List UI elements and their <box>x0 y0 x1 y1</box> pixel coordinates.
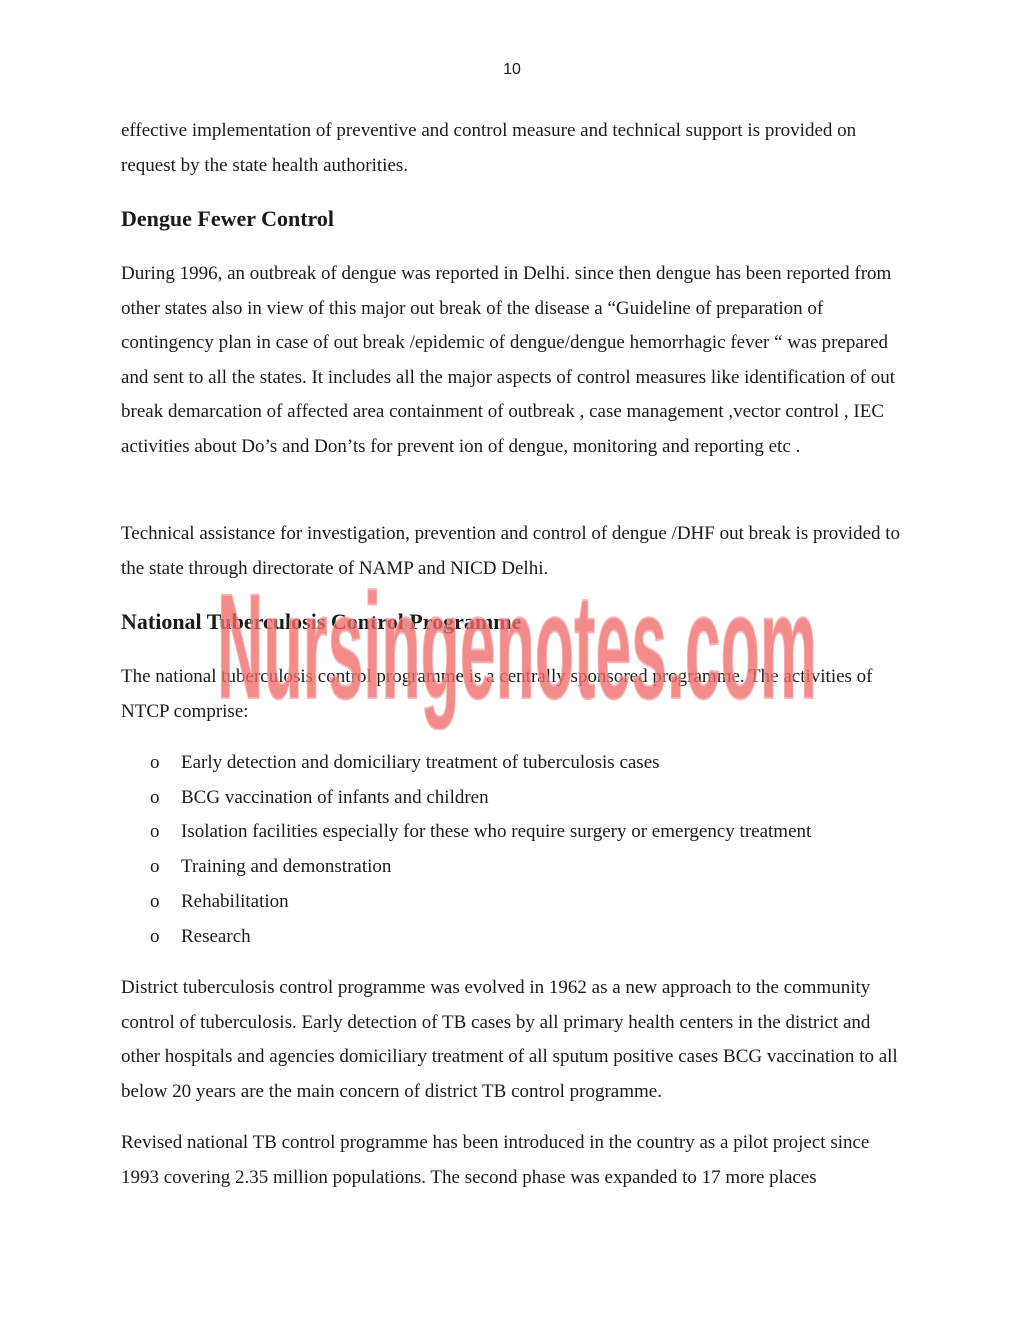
list-item <box>121 920 811 955</box>
dengue-assistance-paragraph: Technical assistance for investigation, prevention and control of dengue /DHF out break is provided to the state through directorate of NAMP and NICD Delhi. <box>121 523 901 579</box>
list-item-text: Early detection and domiciliary treatment of tuberculosis cases <box>181 752 660 773</box>
list-item-text: Research <box>181 925 251 947</box>
district-tb-paragraph: District tuberculosis control programme was evolved in 1962 as a new approach to the community control of tuberculosis. Early detection of TB cases by all primary health centers in the district and other hospitals and agencies domiciliary treatment of all sputum positive cases BCG vaccination to all below 20 years are the main concern of district TB control programme. <box>121 977 898 1102</box>
list-item-text: Rehabilitation <box>181 890 289 912</box>
watermark-text: Nursingenotes.com <box>217 570 817 730</box>
page-number: 10 <box>503 61 521 78</box>
list-item-text: Training and demonstration <box>181 856 392 878</box>
bullet-marker: o <box>150 856 160 878</box>
ntcp-heading: National Tuberculosis Control Programme <box>121 609 522 634</box>
dengue-heading: Dengue Fewer Control <box>121 206 335 231</box>
revised-tb-paragraph: Revised national TB control programme has been introduced in the country as a pilot project since 1993 covering 2.35 million populations. The second phase was expanded to 17 more places <box>121 1132 870 1188</box>
bullet-marker: o <box>150 786 160 808</box>
ntcp-activities-list <box>121 746 811 954</box>
bullet-marker: o <box>150 821 160 843</box>
list-item <box>121 746 811 781</box>
intro-paragraph: effective implementation of preventive and control measure and technical support is provided on request by the state health authorities. <box>121 120 857 176</box>
list-item-text: BCG vaccination of infants and children <box>181 786 489 808</box>
ntcp-intro-paragraph: The national tuberculosis control programme is a centrally sponsored programme. The activities of NTCP comprise: <box>121 666 873 722</box>
list-item <box>121 781 811 816</box>
bullet-marker: o <box>150 890 160 912</box>
list-item <box>121 850 811 885</box>
list-item-text: Isolation facilities especially for these who require surgery or emergency treatment <box>181 821 812 843</box>
list-item <box>121 815 811 850</box>
list-item <box>121 885 811 920</box>
bullet-marker: o <box>150 925 160 947</box>
dengue-paragraph: During 1996, an outbreak of dengue was reported in Delhi. since then dengue has been reported from other states also in view of this major out break of the disease a “Guideline of preparation of contingency plan in case of out break /epidemic of dengue/dengue hemorrhagic fever “ was prepared and sent to all the states. It includes all the major aspects of control measures like identification of out break demarcation of affected area containment of outbreak , case management ,vector control , IEC activities about Do’s and Don’ts for prevent ion of dengue, monitoring and reporting etc . <box>121 263 896 457</box>
bullet-marker: o <box>150 752 160 773</box>
